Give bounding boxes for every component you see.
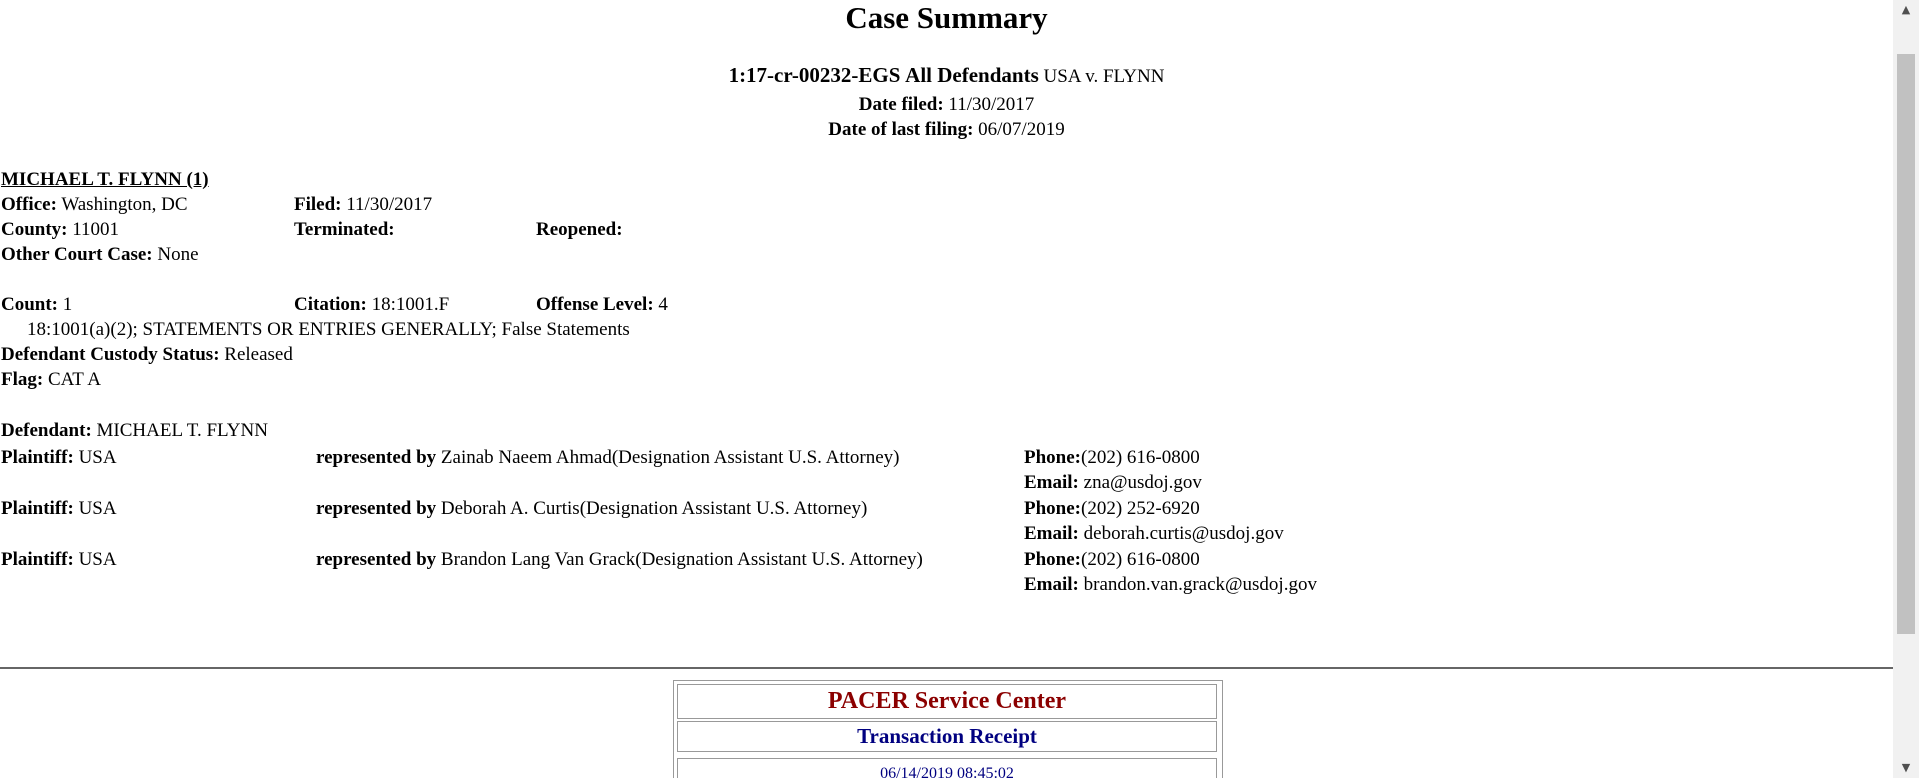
case-caption: USA v. FLYNN	[1043, 66, 1165, 87]
attorney-name: Brandon Lang Van Grack(Designation Assistant U.S. Attorney)	[440, 549, 923, 570]
plaintiff-value: USA	[78, 549, 117, 570]
receipt-timestamp: 06/14/2019 08:45:02	[677, 758, 1217, 778]
offense-label: Offense Level:	[536, 294, 654, 315]
last-filing-value: 06/07/2019	[978, 119, 1065, 140]
defendants-label: All Defendants	[905, 63, 1039, 87]
phone-label: Phone:	[1024, 447, 1081, 468]
email-field	[1024, 470, 1202, 495]
date-filed-line	[0, 92, 1893, 117]
email-field	[1024, 521, 1284, 546]
plaintiff-field	[1, 547, 117, 572]
scroll-down-arrow-icon[interactable]: ▼	[1901, 761, 1911, 774]
case-number: 1:17-cr-00232-EGS	[728, 63, 901, 87]
phone-field	[1024, 445, 1200, 470]
terminated-field	[294, 217, 395, 242]
email-label: Email:	[1024, 574, 1079, 595]
plaintiff-label: Plaintiff:	[1, 549, 74, 570]
citation-field	[294, 292, 449, 317]
defendant-value: MICHAEL T. FLYNN	[96, 420, 268, 441]
attorney-field	[316, 496, 867, 521]
represented-by-label: represented by	[316, 498, 437, 519]
scrollbar-thumb[interactable]	[1897, 54, 1915, 634]
reopened-label: Reopened:	[536, 219, 623, 240]
attorney-name: Zainab Naeem Ahmad(Designation Assistant U.S. Attorney)	[440, 447, 900, 468]
defendant-name-heading: MICHAEL T. FLYNN (1)	[1, 169, 209, 190]
reopened-field	[536, 217, 623, 242]
case-header	[0, 63, 1893, 89]
offense-value: 4	[658, 294, 668, 315]
phone-value: (202) 616-0800	[1081, 549, 1200, 570]
custody-label: Defendant Custody Status:	[1, 344, 220, 365]
other-case-value: None	[157, 244, 199, 265]
attorney-field	[316, 547, 923, 572]
last-filing-line	[0, 117, 1893, 142]
offense-level-field	[536, 292, 668, 317]
county-label: County:	[1, 219, 68, 240]
email-label: Email:	[1024, 472, 1079, 493]
flag-value: CAT A	[47, 369, 101, 390]
office-label: Office:	[1, 194, 57, 215]
phone-value: (202) 252-6920	[1081, 498, 1200, 519]
citation-label: Citation:	[294, 294, 367, 315]
email-value: brandon.van.grack@usdoj.gov	[1083, 574, 1317, 595]
custody-value: Released	[224, 344, 293, 365]
vertical-scrollbar[interactable]	[1893, 0, 1919, 778]
defendant-label: Defendant:	[1, 420, 92, 441]
plaintiff-value: USA	[78, 447, 117, 468]
pacer-service-center-title: PACER Service Center	[677, 684, 1217, 719]
other-court-case-field	[1, 242, 199, 267]
office-value: Washington, DC	[61, 194, 188, 215]
divider	[0, 667, 1893, 669]
phone-value: (202) 616-0800	[1081, 447, 1200, 468]
filed-value: 11/30/2017	[346, 194, 433, 215]
terminated-label: Terminated:	[294, 219, 395, 240]
represented-by-label: represented by	[316, 447, 437, 468]
transaction-receipt-title: Transaction Receipt	[677, 721, 1217, 752]
filed-label: Filed:	[294, 194, 342, 215]
plaintiff-field	[1, 496, 117, 521]
email-value: zna@usdoj.gov	[1083, 472, 1202, 493]
other-case-label: Other Court Case:	[1, 244, 153, 265]
represented-by-label: represented by	[316, 549, 437, 570]
email-field	[1024, 572, 1317, 597]
phone-label: Phone:	[1024, 549, 1081, 570]
last-filing-label: Date of last filing:	[828, 119, 974, 140]
plaintiff-field	[1, 445, 117, 470]
plaintiff-label: Plaintiff:	[1, 447, 74, 468]
phone-field	[1024, 547, 1200, 572]
plaintiff-label: Plaintiff:	[1, 498, 74, 519]
count-value: 1	[62, 294, 73, 315]
pacer-receipt-table	[673, 680, 1223, 778]
count-field	[1, 292, 72, 317]
county-field	[1, 217, 119, 242]
plaintiff-value: USA	[78, 498, 117, 519]
attorney-field	[316, 445, 899, 470]
phone-label: Phone:	[1024, 498, 1081, 519]
citation-value: 18:1001.F	[371, 294, 450, 315]
filed-field	[294, 192, 432, 217]
flag-field	[1, 367, 101, 392]
defendant-field	[1, 418, 268, 443]
page-title: Case Summary	[845, 0, 1048, 35]
custody-status-field	[1, 342, 293, 367]
count-label: Count:	[1, 294, 59, 315]
county-value: 11001	[72, 219, 120, 240]
date-filed-label: Date filed:	[858, 94, 944, 115]
charge-description: 18:1001(a)(2); STATEMENTS OR ENTRIES GENERALLY; False Statements	[27, 319, 630, 340]
attorney-name: Deborah A. Curtis(Designation Assistant U.S. Attorney)	[440, 498, 868, 519]
scroll-up-arrow-icon[interactable]: ▲	[1901, 3, 1911, 16]
date-filed-value: 11/30/2017	[948, 94, 1035, 115]
flag-label: Flag:	[1, 369, 44, 390]
phone-field	[1024, 496, 1200, 521]
email-value: deborah.curtis@usdoj.gov	[1083, 523, 1284, 544]
email-label: Email:	[1024, 523, 1079, 544]
office-field	[1, 192, 188, 217]
